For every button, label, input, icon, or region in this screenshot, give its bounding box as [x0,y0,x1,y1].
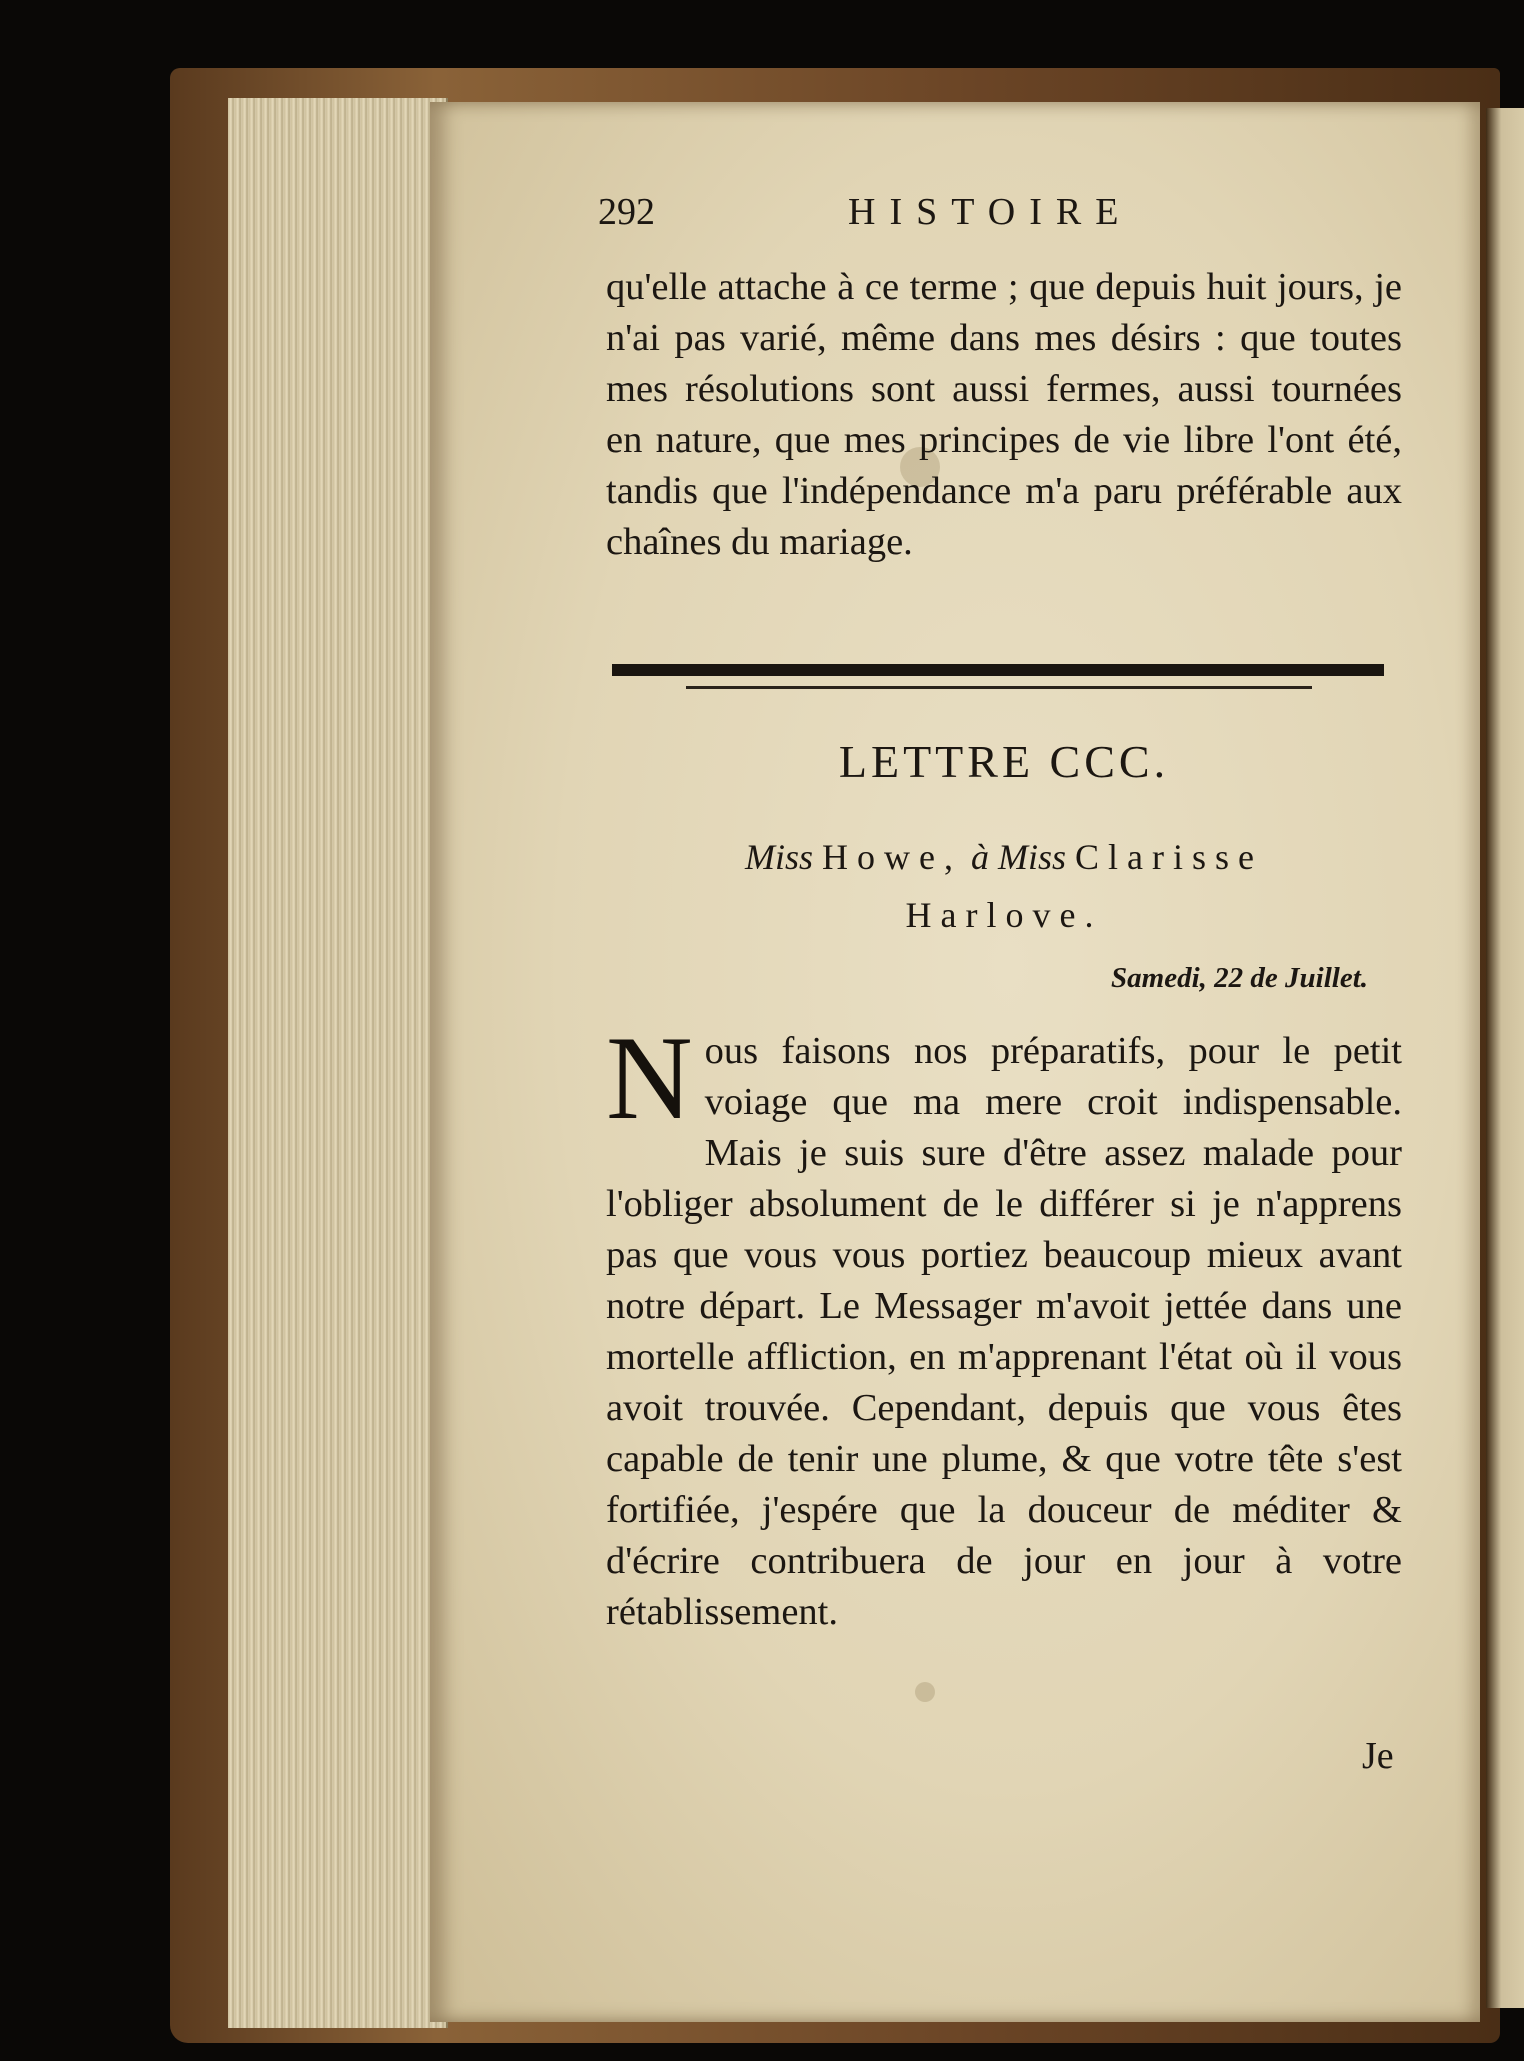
salutation-to: à [971,837,989,877]
letter-body-text: ous faisons nos préparatifs, pour le petit voiage que ma mere croit indispensable. Mais je suis sure d'être assez malade pour l'obliger absolument de le différer si je n'apprens pas que vous vous portiez beaucoup mieux avant notre départ. Le Messager m'avoit jettée dans une mortelle affliction, en m'apprenant l'état où il vous avoit trouvée. Cependant, depuis que vous êtes capable de tenir une plume, & que votre tête s'est fortifiée, j'espére que la douceur de méditer & d'écrire contribuera de jour en jour à votre rétablissement. [606,1030,1402,1633]
salutation-sender: Howe, [822,837,962,877]
salutation-miss-2: Miss [998,837,1067,877]
running-header [598,190,1398,240]
facing-page-edge [1486,108,1524,2008]
salutation-recipient-first: Clarisse [1075,837,1263,877]
catchword: Je [1362,1735,1394,1777]
salutation-miss-1: Miss [745,837,814,877]
continued-paragraph: qu'elle attache à ce terme ; que depuis huit jours, je n'ai pas varié, même dans mes désirs : que toutes mes résolutions sont aussi fermes, aussi tournées en nature, que mes principes de vie libre l'ont été, tandis que l'indépendance m'a paru préférable aux chaînes du mariage. [606,266,1402,563]
running-title: HISTOIRE [848,191,1133,233]
letter-salutation [606,828,1402,944]
page-block-edge [228,98,448,2028]
page-number: 292 [598,191,655,233]
section-rule-thin [686,686,1312,689]
letter-body [606,1011,1402,1696]
drop-cap: N [606,1011,693,1144]
letter-title: LETTRE CCC. [838,736,1170,787]
salutation-line-2: Harlove. [905,895,1103,935]
letter-dateline: Samedi, 22 de Juillet. [1111,962,1368,994]
salutation-line-1 [606,828,1402,886]
section-rule-thick [612,664,1384,676]
